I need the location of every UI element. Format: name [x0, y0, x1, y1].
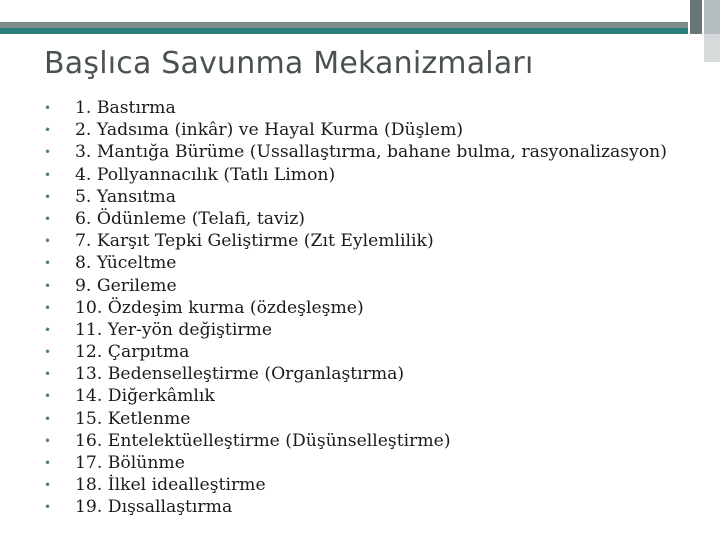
- list-item: [44, 275, 667, 297]
- list-item-text: 7. Karşıt Tepki Geliştirme (Zıt Eylemlilik): [75, 231, 434, 252]
- list-item-text: 1. Bastırma: [75, 98, 176, 118]
- corner-block-dark: [690, 0, 702, 34]
- list-item-text: 9. Gerileme: [75, 275, 177, 296]
- bullet-icon: •: [44, 411, 52, 426]
- list-item-text: 13. Bedenselleştirme (Organlaştırma): [75, 364, 405, 385]
- bullet-icon: •: [44, 145, 52, 160]
- bullet-icon: •: [44, 345, 52, 360]
- bullet-icon: •: [44, 211, 52, 226]
- top-strip-teal: [0, 28, 688, 34]
- list-item: [44, 430, 667, 452]
- list-item-text: 15. Ketlenme: [75, 408, 191, 429]
- defense-mechanism-list: [44, 97, 667, 519]
- list-item-text: 10. Özdeşim kurma (özdeşleşme): [75, 297, 364, 318]
- bullet-icon: •: [44, 123, 52, 138]
- bullet-icon: •: [44, 101, 52, 115]
- list-item-text: 18. İlkel idealleştirme: [75, 475, 266, 496]
- list-item: [44, 385, 667, 407]
- list-item: [44, 141, 667, 163]
- list-item: [44, 474, 667, 496]
- list-item-text: 12. Çarpıtma: [75, 342, 190, 363]
- bullet-icon: •: [44, 234, 52, 249]
- list-item: [44, 319, 667, 341]
- list-item: [44, 208, 667, 230]
- list-item-text: 2. Yadsıma (inkâr) ve Hayal Kurma (Düşlem): [75, 120, 464, 141]
- bullet-icon: •: [44, 256, 52, 271]
- list-item: [44, 363, 667, 385]
- list-item: [44, 252, 667, 274]
- bullet-icon: •: [44, 389, 52, 404]
- list-item-text: 11. Yer-yön değiştirme: [75, 319, 273, 340]
- list-item-text: 8. Yüceltme: [75, 253, 177, 274]
- list-item: [44, 341, 667, 363]
- list-item: [44, 97, 667, 119]
- list-item: [44, 230, 667, 252]
- list-item: [44, 119, 667, 141]
- list-item-text: 14. Diğerkâmlık: [75, 386, 215, 407]
- list-item: [44, 164, 667, 186]
- bullet-icon: •: [44, 189, 52, 204]
- list-item: [44, 452, 667, 474]
- slide-title: Başlıca Savunma Mekanizmaları: [44, 46, 534, 81]
- bullet-icon: •: [44, 456, 52, 470]
- bullet-icon: •: [44, 300, 52, 315]
- list-item-text: 5. Yansıtma: [75, 186, 176, 207]
- bullet-icon: •: [44, 500, 52, 515]
- list-item-text: 16. Entelektüelleştirme (Düşünselleştirme): [75, 430, 451, 451]
- bullet-icon: •: [44, 367, 52, 382]
- top-decor-bar: [0, 0, 720, 34]
- list-item: [44, 496, 667, 518]
- bullet-icon: •: [44, 278, 52, 293]
- list-item-text: 3. Mantığa Bürüme (Ussallaştırma, bahane bulma, rasyonalizasyon): [75, 142, 667, 163]
- bullet-icon: •: [44, 322, 52, 337]
- list-item-text: 4. Pollyannacılık (Tatlı Limon): [75, 164, 336, 185]
- list-item-text: 19. Dışsallaştırma: [75, 497, 233, 518]
- bullet-icon: •: [44, 478, 52, 493]
- bullet-icon: •: [44, 167, 52, 182]
- list-item: [44, 186, 667, 208]
- list-item: [44, 408, 667, 430]
- list-item-text: 17. Bölünme: [75, 453, 185, 473]
- list-item: [44, 297, 667, 319]
- list-item-text: 6. Ödünleme (Telafi, taviz): [75, 208, 305, 229]
- corner-block-light: [704, 0, 720, 34]
- corner-block-lower: [704, 34, 720, 62]
- bullet-icon: •: [44, 433, 52, 448]
